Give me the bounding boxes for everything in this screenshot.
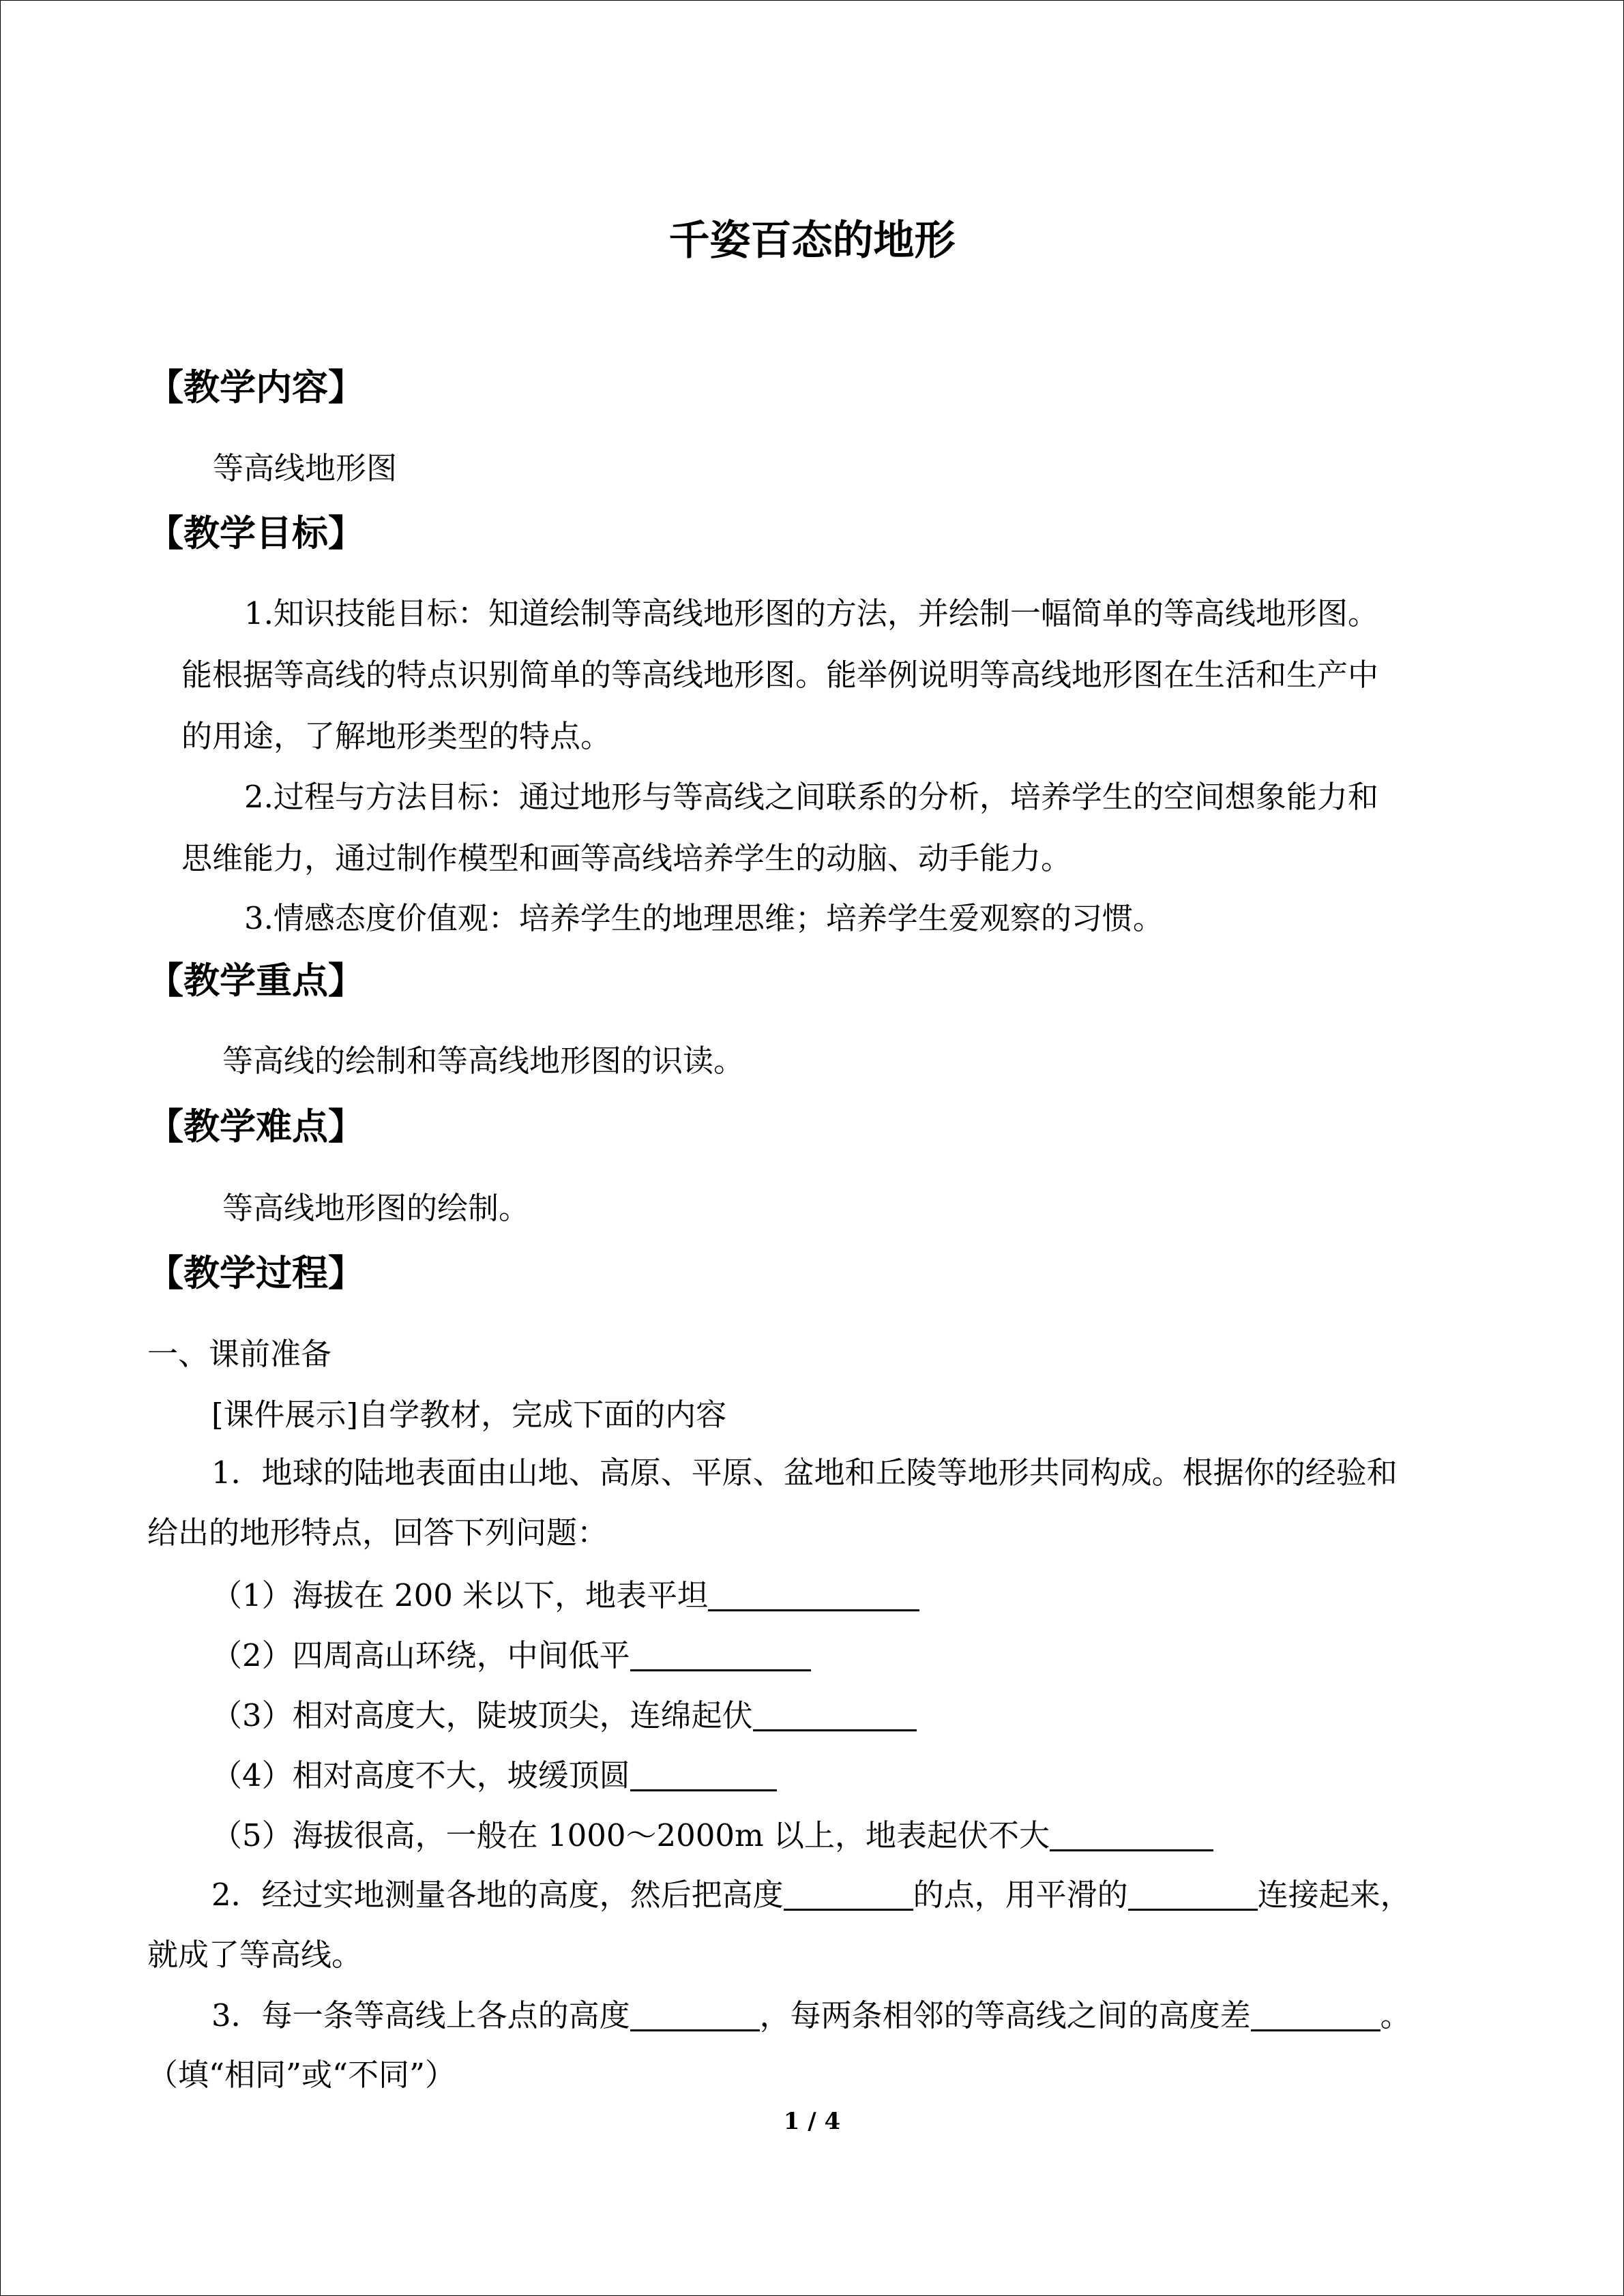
question-3-line-2: （填“相同”或“不同”） — [147, 2057, 456, 2093]
answer-blank[interactable] — [784, 1873, 913, 1911]
question-1-item-1 — [211, 1572, 919, 1620]
question-2-line-2: 就成了等高线。 — [147, 1937, 363, 1973]
page-number: 1 / 4 — [783, 2108, 841, 2135]
page-title: 千姿百态的地形 — [668, 217, 956, 265]
item-text: （4）相对高度不大，坡缓顶圆 — [211, 1757, 630, 1793]
item-text: （5）海拔很高，一般在 1000～2000m 以上，地表起伏不大 — [211, 1817, 1050, 1853]
item-text: （3）相对高度大，陡坡顶尖，连绵起伏 — [211, 1697, 753, 1733]
key-points-text: 等高线的绘制和等高线地形图的识读。 — [222, 1043, 745, 1079]
section-heading-difficulties: 【教学难点】 — [147, 1105, 364, 1148]
goal-line-1: 1.知识技能目标：知道绘制等高线地形图的方法，并绘制一幅简单的等高线地形图。 — [244, 595, 1378, 631]
question-1-item-4 — [211, 1752, 777, 1800]
q2-text-a: 2．经过实地测量各地的高度，然后把高度 — [211, 1877, 784, 1913]
goal-line-6: 3.情感态度价值观：培养学生的地理思维；培养学生爱观察的习惯。 — [244, 900, 1164, 936]
answer-blank[interactable] — [708, 1574, 919, 1611]
q2-text-c: 连接起来， — [1257, 1877, 1411, 1913]
answer-blank[interactable] — [1050, 1814, 1213, 1851]
content-text: 等高线地形图 — [213, 450, 398, 486]
process-intro: [课件展示]自学教材，完成下面的内容 — [211, 1397, 727, 1433]
answer-blank[interactable] — [1251, 1994, 1381, 2031]
section-heading-process: 【教学过程】 — [147, 1252, 364, 1294]
question-3-line-1 — [211, 1992, 1411, 2040]
question-1-item-2 — [211, 1632, 811, 1680]
question-1-item-3 — [211, 1692, 917, 1740]
goal-line-5: 思维能力，通过制作模型和画等高线培养学生的动脑、动手能力。 — [181, 840, 1072, 876]
goal-line-2: 能根据等高线的特点识别简单的等高线地形图。能举例说明等高线地形图在生活和生产中 — [181, 657, 1379, 693]
answer-blank[interactable] — [630, 1634, 811, 1671]
question-2-line-1 — [211, 1871, 1411, 1919]
q3-text-c: 。 — [1380, 1997, 1411, 2033]
section-heading-key-points: 【教学重点】 — [147, 959, 364, 1002]
question-1-item-5 — [211, 1812, 1213, 1860]
question-1-line-1: 1．地球的陆地表面由山地、高原、平原、盆地和丘陵等地形共同构成。根据你的经验和 — [211, 1455, 1398, 1491]
question-1-line-2: 给出的地形特点，回答下列问题： — [147, 1515, 608, 1551]
answer-blank[interactable] — [753, 1694, 917, 1731]
answer-blank[interactable] — [630, 1754, 777, 1791]
item-text: （1）海拔在 200 米以下，地表平坦 — [211, 1577, 709, 1613]
q3-text-a: 3．每一条等高线上各点的高度 — [211, 1997, 630, 2033]
item-text: （2）四周高山环绕，中间低平 — [211, 1637, 630, 1673]
difficulties-text: 等高线地形图的绘制。 — [222, 1190, 530, 1226]
section-heading-content: 【教学内容】 — [147, 366, 364, 408]
section-heading-goals: 【教学目标】 — [147, 512, 364, 554]
q2-text-b: 的点，用平滑的 — [913, 1877, 1128, 1913]
goal-line-4: 2.过程与方法目标：通过地形与等高线之间联系的分析，培养学生的空间想象能力和 — [244, 779, 1378, 815]
answer-blank[interactable] — [630, 1994, 760, 2031]
answer-blank[interactable] — [1128, 1873, 1258, 1911]
goal-line-3: 的用途，了解地形类型的特点。 — [181, 718, 612, 754]
q3-text-b: ，每两条相邻的等高线之间的高度差 — [759, 1997, 1251, 2033]
process-subheading: 一、课前准备 — [147, 1336, 332, 1372]
